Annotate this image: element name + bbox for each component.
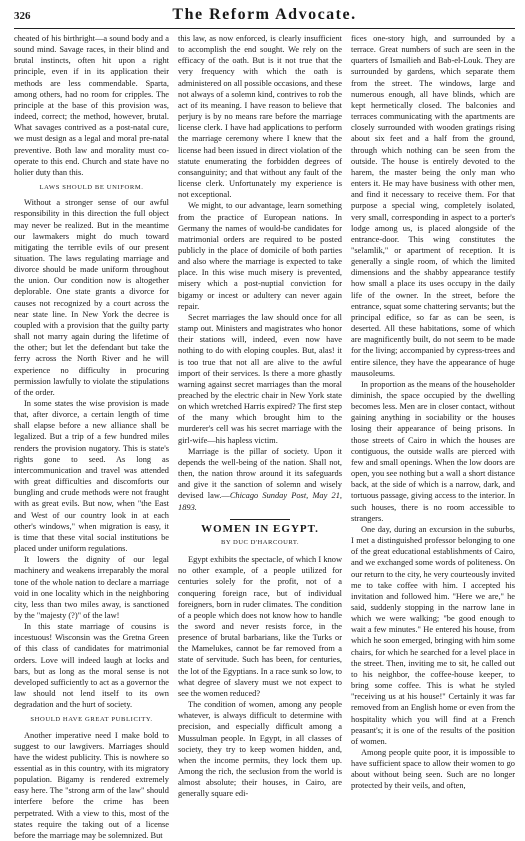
- paragraph: fices one-story high, and surrounded by a terrace. Great numbers of such are seen in the quarters of Ismailieh and Bab-el-Louk. They are surrounded by gardens, which separate them from the street. The windows, large and numerous enough, all have blinds, which are kept hermetically closed. The balconies and terraces communicating with the apartments are closely surrounded with wooden gratings rising about six feet and a half from the ground, through which nothing can be seen from the outside. The house is entirely devoted to the harem, the master being the only man who enters it. He may have business with other men, and find it necessary to receive them. For that purpose a special wing, completely isolated, very small, corresponding in aspect to a porter's lodge among us, is placed alongside of the entrance-door. This wing constitutes the "selamlik," or apartment of reception. It is generally a single room, of which the limited dimensions and the shabby appearance testify how small a place its uses occupy in the daily life of the owner. In the street, before the entrance, squat some chattering servants; but the principal edifice, so far as can be seen, is deserted. All these habitations, some of which are magnificently built, do not seem to be made for the living; accompanied by cypress-trees and entire silence, they have the appearance of huge mausoleums.: [351, 34, 515, 378]
- paragraph: It lowers the dignity of our legal machinery and weakens irreparably the moral tone of the whole nation to declare a marriage void in one locality which in the neighboring city, less than two miles away, is sanctioned by the "majesty (?)" of the law!: [14, 555, 169, 620]
- masthead-title: The Reform Advocate.: [172, 6, 357, 23]
- paragraph: cheated of his birthright—a sound body and a sound mind. Savage races, in their blind and brutal instincts, often hit upon a right principle, even if in its application their methods are less commendable. Sparta, among others, had no room for cripples. The principle at the base of this provision was, indeed, correct; the method, however, brutal. What savages contrived as a post-natal cure, we must design as a legal and moral pre-natal preventive. Both law and morality must co-operate to this end. Church and state have no holier duty than this.: [14, 34, 169, 177]
- column-right: [351, 33, 515, 791]
- paragraph: Among people quite poor, it is impossible to have sufficient space to allow their women to go about without being seen. Such are no longer protected by their veils, and often,: [351, 748, 515, 791]
- paragraph: Another imperative need I make bold to suggest to our lawgivers. Marriages should have the widest publicity. This is nowhere so essential as in this country, with its migratory population. Bigamy is rendered extremely easy here. The "strong arm of the law" should interfere before the crime has been perpetrated. With a view to this, most of the states require the taking out of a license before the marriage may be solemnized. But: [14, 730, 169, 840]
- paragraph: One day, during an excursion in the suburbs, I met a distinguished professor belonging to one of the great educational establishments of Cairo, and we exchanged some words of politeness. On our return to the city, he very courteously invited me to take coffee with him. I accepted his invitation and followed him. "Here we are," he said, suddenly stopping in the narrow lane in which we were walking; "be good enough to wait a few minutes." He entered his house, from which he soon emerged, bringing with him some chairs, for which he searched for a level place in the street. Then, inviting me to sit, he called out to his neighbor, the coffee-house keeper, to bring some coffee. This is what he styled "receiving us at his house!" Certainly it was far removed from an English home or even from the hospitality which you will find at a French peasant's; it is one of the results of the position of women.: [351, 524, 515, 746]
- paragraph: this law, as now enforced, is clearly insufficient to accomplish the end sought. We rely on the efficacy of the oath. But is it not true that the very frequency with which the oath is administered on all possible occasions, and these not always of a solemn kind, contrives to rob the act of its meaning. I have reason to believe that perjury is by no means rare before the marriage license clerk. I have had applications to perform the marriage ceremony where I knew that the license had been issued in direct violation of the statute enumerating the forbidden degrees of consanguinity; and that without any fault of the license clerk. Unfortunately my experience is not exceptional.: [178, 34, 342, 200]
- paragraph-text: Marriage is the pillar of society. Upon it depends the well-being of the nation. Shall not, then, the nation throw around it its safeguards and give it the sanction of solemn and wisely devised law.—: [178, 446, 342, 501]
- paragraph: Egypt exhibits the spectacle, of which I know no other example, of a people utilized for centuries solely for the profit, not of a conquering foreign race, but of individual foreigners, born in ruder climates. The condition of a people which does not know how to handle the sword and never resists force, in the presence of brutal barbarians, like the Turks or the Mamelukes, cannot be far removed from a state of servitude. Such has been, for centuries, the lot of the Egyptians. In a race sunk so low, to what degree of slavery must we not expect to see the women reduced?: [178, 555, 342, 698]
- byline: BY DUC D'HARCOURT.: [220, 538, 300, 546]
- paragraph: In some states the wise provision is made that, after divorce, a certain length of time shall elapse before a new alliance shall be legalized. But a trip of a few hundred miles renders the provision nugatory. This is state's rights gone to seed. As long as intercommunication and travel was attended with great difficulties and discomforts our bungling and crude methods were not fraught with as great evils. But now, when "the East and West of our country look in at each other's windows," when migration is easy, it is time that these vital social institutions be placed under uniform regulations.: [14, 399, 169, 554]
- paragraph: Secret marriages the law should once for all stamp out. Ministers and magistrates who honor their stations will, indeed, even now have nothing to do with eloping couples. But, alas! it is too true that not all are alive to the awful import of their services. Is there a more ghastly warning against secret marriages than the moral preached by the electric chair in New York state on which wretched Harris expired? The first step of the many which brought him to the murderer's cell was his secret marriage with the girl-wife—his hapless victim.: [178, 312, 342, 445]
- page-number: 326: [14, 10, 31, 22]
- paragraph: [178, 446, 342, 513]
- source-credit: Chicago Sunday Post, May 21, 1893.: [178, 491, 342, 512]
- paragraph: We might, to our advantage, learn something from the practice of European nations. In Germany the names of would-be candidates for matrimonial orders are required to be posted publicly in the place of domicile of both parties and also where the marriage is expected to take place. In this wise much misery is prevented, misery which a post-nuptial conviction for bigamy or incest or adultery can never again repair.: [178, 201, 342, 311]
- column-left: [14, 33, 169, 840]
- paragraph: Without a stronger sense of our awful responsibility in this direction the full object may never be realized. But in the meantime our lawmakers might do much toward mitigating the terrible evils of our present situation. The laws regulating marriage and divorce should be made uniform throughout the union. Our condition now is altogether deplorable. One state grants a divorce for causes not recognized by a court across the near state line. In New York the decree is coupled with a provision that the guilty party shall not marry again during the lifetime of the other; but let the defendant but take the ferry across the North River and he will experience no difficulty in procuring permission lawfully to violate the stipulations of the order.: [14, 198, 169, 397]
- page-header: [14, 6, 515, 28]
- header-rule: [14, 28, 515, 29]
- article-title: WOMEN IN EGYPT.: [201, 522, 319, 535]
- column-middle: [178, 33, 342, 799]
- subheading: SHOULD HAVE GREAT PUBLICITY.: [30, 716, 153, 724]
- paragraph: In this state marriage of cousins is incestuous! Wisconsin was the Gretna Green of this class of candidates for matrimonial orders. Love will indeed laugh at locks and bars, but as long as the moral sense is not developed sufficiently to act as a governor the law should not lend itself to its own degradation and the hurt of society.: [14, 622, 169, 710]
- subheading: LAWS SHOULD BE UNIFORM.: [39, 184, 144, 192]
- paragraph: In proportion as the means of the householder diminish, the space occupied by the dwelling becomes less. Men are in closer contact, without gaining anything in sociability or the houses losing their appearance of being prisons. In those streets of Cairo in which the houses are contiguous, the outside walls are pierced with few and small openings. When the low doors are open, you see nothing but a wall a short distance back, at the side of which is a narrow, dark, and tortuous passage, giving access to the interior. In such houses, there is no room accessible to strangers.: [351, 379, 515, 523]
- article-separator-rule: [230, 519, 290, 520]
- paragraph: The condition of women, among any people whatever, is always difficult to determine with precision, and especially difficult among a Mussulman people. In Egypt, in all classes of society, they try to keep women hidden, and, when the income permits, they lock them up. Among the rich, the seclusion from the world is almost absolute; their houses, in Cairo, are generally square edi-: [178, 700, 342, 799]
